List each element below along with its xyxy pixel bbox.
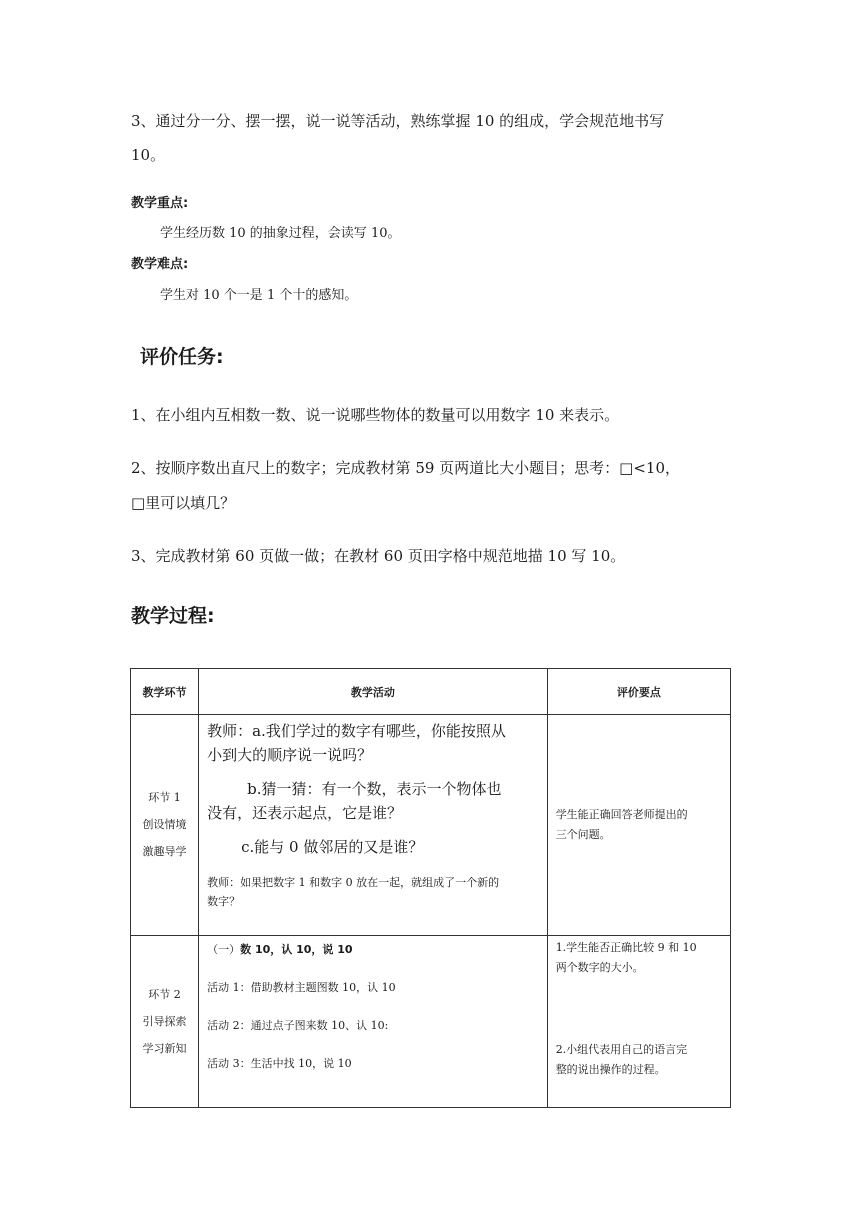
evaluation-1-line1: 1.学生能否正确比较 9 和 10: [555, 941, 697, 954]
key-point-text: 学生经历数 10 的抽象过程，会读写 10。: [160, 226, 401, 241]
section-title-prefix: （一）: [207, 943, 241, 956]
evaluation-cell-1: [547, 715, 730, 936]
stage-label: 环节 2: [148, 987, 181, 1001]
question-c: c.能与 0 做邻居的又是谁？: [241, 838, 424, 856]
header-stage: 教学环节: [131, 669, 199, 715]
question-b-line2: 没有，还表示起点，它是谁？: [207, 804, 403, 822]
eval-tasks-heading: 评价任务:: [140, 346, 224, 368]
eval-task-2-line1: 2、按顺序数出直尺上的数字；完成教材第 59 页两道比大小题目；思考：□<10，: [131, 459, 680, 477]
evaluation-line2: 三个问题。: [555, 828, 611, 841]
stage-subname: 激趣导学: [142, 845, 187, 858]
difficulty-text: 学生对 10 个一是 1 个十的感知。: [160, 288, 358, 303]
teaching-process-table: [130, 668, 731, 1108]
table-row: [131, 936, 731, 1108]
question-a: [207, 719, 539, 743]
question-a-line2: 小到大的顺序说一说吗？: [207, 746, 373, 764]
eval-task-1: 1、在小组内互相数一数、说一说哪些物体的数量可以用数字 10 来表示。: [131, 406, 620, 424]
activity-cell-1: [199, 715, 548, 936]
evaluation-cell-2: [547, 936, 730, 1108]
question-d-line1: 教师：如果把数字 1 和数字 0 放在一起，就组成了一个新的: [207, 876, 500, 889]
section-title-text: 数 10，认 10，说 10: [240, 943, 353, 956]
stage-name: 引导探索: [142, 1014, 187, 1028]
activity-cell-2: [199, 936, 548, 1108]
table-header-row: [131, 669, 731, 715]
section-title: [207, 940, 539, 959]
activity-3: 活动 3：生活中找 10，说 10: [207, 1057, 352, 1070]
question-a-line1: 教师：a.我们学过的数字有哪些，你能按照从: [207, 722, 506, 740]
objective-3-line1: 3、通过分一分、摆一摆，说一说等活动，熟练掌握 10 的组成，学会规范地书写: [131, 112, 665, 130]
stage-label: 环节 1: [148, 791, 181, 804]
key-point-heading: 教学重点:: [131, 196, 189, 211]
eval-task-3: 3、完成教材第 60 页做一做；在教材 60 页田字格中规范地描 10 写 10。: [131, 547, 626, 565]
stage-cell-1: [131, 715, 199, 936]
evaluation-2-line1: 2.小组代表用自己的语言完: [555, 1043, 688, 1056]
eval-task-2-line2: □里可以填几？: [131, 494, 236, 512]
table-row: [131, 715, 731, 936]
activity-2: 活动 2：通过点子图来数 10、认 10:: [207, 1019, 389, 1032]
evaluation-1-line2: 两个数字的大小。: [555, 961, 644, 974]
evaluation-2-line2: 整的说出操作的过程。: [555, 1063, 666, 1076]
stage-subname: 学习新知: [142, 1041, 187, 1055]
question-b-line1: b.猜一猜：有一个数，表示一个物体也: [247, 780, 502, 798]
stage-name: 创设情境: [142, 818, 187, 831]
difficulty-heading: 教学难点:: [131, 257, 189, 272]
question-d-line2: 数字？: [207, 895, 241, 908]
activity-1: 活动 1：借助教材主题图数 10，认 10: [207, 981, 396, 994]
objective-3: [131, 104, 751, 172]
stage-cell-2: [131, 936, 199, 1108]
objective-3-line2: 10。: [131, 146, 166, 164]
process-heading: 教学过程:: [131, 605, 215, 627]
header-activity: 教学活动: [199, 669, 548, 715]
evaluation-line1: 学生能正确回答老师提出的: [555, 808, 688, 821]
header-evaluation: 评价要点: [547, 669, 730, 715]
